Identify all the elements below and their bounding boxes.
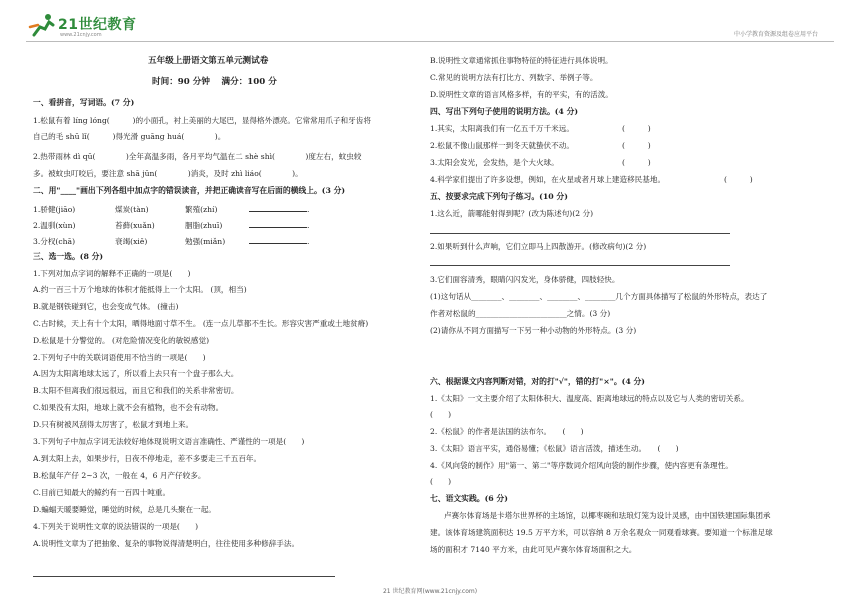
practice-para-line3: 场的面积才 7140 平方米，由此可见卢赛尔体育场面积之大。	[430, 545, 637, 554]
section-5-heading: 五、按要求完成下列句子练习。(10 分)	[430, 192, 568, 201]
section-6-heading: 六、根据课文内容判断对错，对的打"√"，错的打"×"。(4 分)	[430, 377, 645, 386]
footer-divider	[33, 576, 335, 577]
judge-q3: 3.《太阳》语言平实，通俗易懂；《松鼠》语言活泼，描述生动。 ( )	[430, 444, 679, 453]
choice-q3-d: D.蝙蝠天暖要睡觉，睡觉的时候，总是几头聚在一起。	[33, 505, 216, 514]
answer-blank[interactable]	[249, 220, 307, 228]
word-row-1: 1.骄健(jiāo) 煤炭(tàn) 繁殖(zhí) .	[33, 205, 310, 214]
method-q3: 3.太阳会发光，会发热，是个大火球。	[430, 158, 559, 167]
exam-subtitle: 时间：90 分钟 满分：100 分	[152, 77, 277, 87]
sentence-q2-answer-line[interactable]	[430, 265, 730, 266]
choice-q2-d: D.只有树被风刮得太厉害了，松鼠才到地上来。	[33, 420, 194, 429]
choice-q4: 4.下列关于说明性文章的说法错误的一项是( )	[33, 522, 199, 531]
right-column	[430, 0, 840, 608]
sentence-q3-part1-cont: 作者对松鼠的________________________之情。(3 分)	[430, 309, 611, 318]
judge-q1-answer[interactable]: ( )	[430, 410, 452, 419]
q2-line1: 2.热带雨林 dì qū( )全年高温多雨，各月平均气温在二 shè shì( )度左右，蚊虫较	[33, 152, 362, 161]
q1-line1: 1.松鼠有着 líng lóng( )的小面孔，衬上美丽的大尾巴，显得格外漂亮。它常常用爪子和牙齿将	[33, 116, 371, 125]
answer-blank[interactable]	[249, 236, 307, 244]
choice-q1: 1.下列对加点字词的解释不正确的一项是( )	[33, 269, 191, 278]
choice-q2-a: A.因为太阳离地球太远了，所以看上去只有一个盘子那么大。	[33, 369, 239, 378]
choice-q2: 2.下列句子中的关联词语使用不恰当的一项是( )	[33, 353, 206, 362]
sentence-q3-part2: (2)请你从不同方面描写一下另一种小动物的外形特点。(3 分)	[430, 326, 637, 335]
footer-text: 21 世纪教育网(www.21cnjy.com)	[382, 588, 478, 595]
platform-name: 中小学教育资源及组卷应用平台	[733, 31, 818, 38]
choice-q1-b: B.就是钢铁碰到它，也会变成气体。 (撞击)	[33, 302, 179, 311]
choice-q1-d: D.松鼠是十分警觉的。 (对危险情况变化的敏锐感觉)	[33, 336, 210, 345]
section-1-heading: 一、看拼音，写词语。(7 分)	[33, 98, 135, 107]
method-q1: 1.其实，太阳离我们有一亿五千万千米远。	[430, 124, 574, 133]
practice-para-line1: 卢赛尔体育场是卡塔尔世界杯的主场馆，以椰枣碗和珐琅灯笼为设计灵感，由中国铁建国际集团承	[444, 511, 771, 520]
answer-blank[interactable]	[249, 204, 307, 212]
method-q4-answer[interactable]: ( )	[724, 175, 753, 184]
section-4-heading: 四、写出下列句子使用的说明方法。(4 分)	[430, 107, 579, 116]
method-q2-answer[interactable]: ( )	[622, 141, 651, 150]
section-7-heading: 七、语文实践。(6 分)	[430, 494, 508, 503]
judge-q4: 4.《风向袋的制作》用"第一、第二"等序数词介绍风向袋的制作步骤，使内容更有条理性。	[430, 461, 733, 470]
word-row-3: 3.分杈(chā) 衰竭(xiě) 勉强(miǎn) .	[33, 237, 310, 246]
sentence-q3: 3.它们面容清秀，眼睛闪闪发光，身体骄健，四肢轻快。	[430, 275, 620, 284]
judge-q2: 2.《松鼠》的作者是法国的法布尔。 ( )	[430, 427, 584, 436]
method-q1-answer[interactable]: ( )	[622, 124, 651, 133]
choice-q1-c: C.古时候，天上有十个太阳，晒得地面寸草不生。 (连一点儿草都不生长。形容灾害严重或土地贫瘠)	[33, 319, 369, 328]
choice-q3-a: A.到太阳上去，如果步行，日夜不停地走，差不多要走三千五百年。	[33, 454, 262, 463]
judge-q1: 1.《太阳》一文主要介绍了太阳体积大、温度高、距离地球远的特点以及它与人类的密切关系。	[430, 394, 749, 403]
sentence-q1-answer-line[interactable]	[430, 233, 730, 234]
sentence-q2: 2.如果听到什么声响，它们立即马上四散游开。(修改病句)(2 分)	[430, 242, 647, 251]
method-q4: 4.科学家们提出了许多设想，例如，在火星或者月球上建造移民基地。	[430, 175, 666, 184]
section-2-heading: 二、用"____"画出下列各组中加点字的错误读音，并把正确读音写在后面的横线上。(3 分)	[33, 186, 346, 195]
section-3-heading: 三、选一选。(8 分)	[33, 252, 104, 261]
q1-line2: 自己的毛 shū lǐ( )得光滑 guāng huá( )。	[33, 132, 226, 141]
sentence-q1: 1.这么近，箭哪能射得到呢？(改为陈述句)(2 分)	[430, 209, 594, 218]
choice-q4-b: B.说明性文章通常抓住事物特征的特征进行具体说明。	[430, 56, 613, 65]
q2-line2: 多。被蚊虫叮咬后，要注意 shā jūn( )消炎，及时 zhì liáo( )。	[33, 169, 303, 178]
method-q3-answer[interactable]: ( )	[622, 158, 651, 167]
judge-q4-answer[interactable]: ( )	[430, 477, 452, 486]
word-row-2: 2.温驯(xùn) 苔藓(xuǎn) 胭脂(zhuī) .	[33, 221, 310, 230]
choice-q2-b: B.太阳不但离我们很远很远，而且它和我们的关系非常密切。	[33, 386, 239, 395]
logo-url: www.21cnjy.com	[60, 32, 102, 38]
choice-q3-b: B.松鼠年产仔 2~3 次，一般在 4，6 月产仔较多。	[33, 471, 206, 480]
method-q2: 2.松鼠不像山鼠那样一到冬天就蛰伏不动。	[430, 141, 574, 150]
sentence-q3-part1: (1)这句话从________、________、________、________几个方面具体描写了松鼠的外形特点，表达了	[430, 292, 768, 301]
choice-q4-d: D.说明性文章的语言风格多样，有的平实，有的活泼。	[430, 90, 613, 99]
choice-q1-a: A.约一百三十万个地球的体积才能抵得上一个太阳。 (顶，相当)	[33, 285, 247, 294]
exam-title: 五年级上册语文第五单元测试卷	[148, 56, 269, 66]
choice-q4-c: C.常见的说明方法有打比方、列数字、举例子等。	[430, 73, 598, 82]
logo-brand: 21世纪教育	[58, 17, 137, 33]
practice-para-line2: 建。该体育场建筑面积达 19.5 万平方米，可以容纳 8 万余名观众一同观看球赛。要知道一个标准足球	[430, 528, 773, 537]
choice-q3-c: C.目前已知最大的鲸约有一百四十吨重。	[33, 488, 171, 497]
choice-q2-c: C.如果没有太阳，地球上就不会有植物，也不会有动物。	[33, 403, 224, 412]
choice-q3: 3.下列句子中加点字词无法较好地体现说明文语言准确性、严谨性的一项是( )	[33, 437, 305, 446]
choice-q4-a: A.说明性文章为了把抽象、复杂的事物说得清楚明白，往往使用多种修辞手法。	[33, 539, 300, 548]
